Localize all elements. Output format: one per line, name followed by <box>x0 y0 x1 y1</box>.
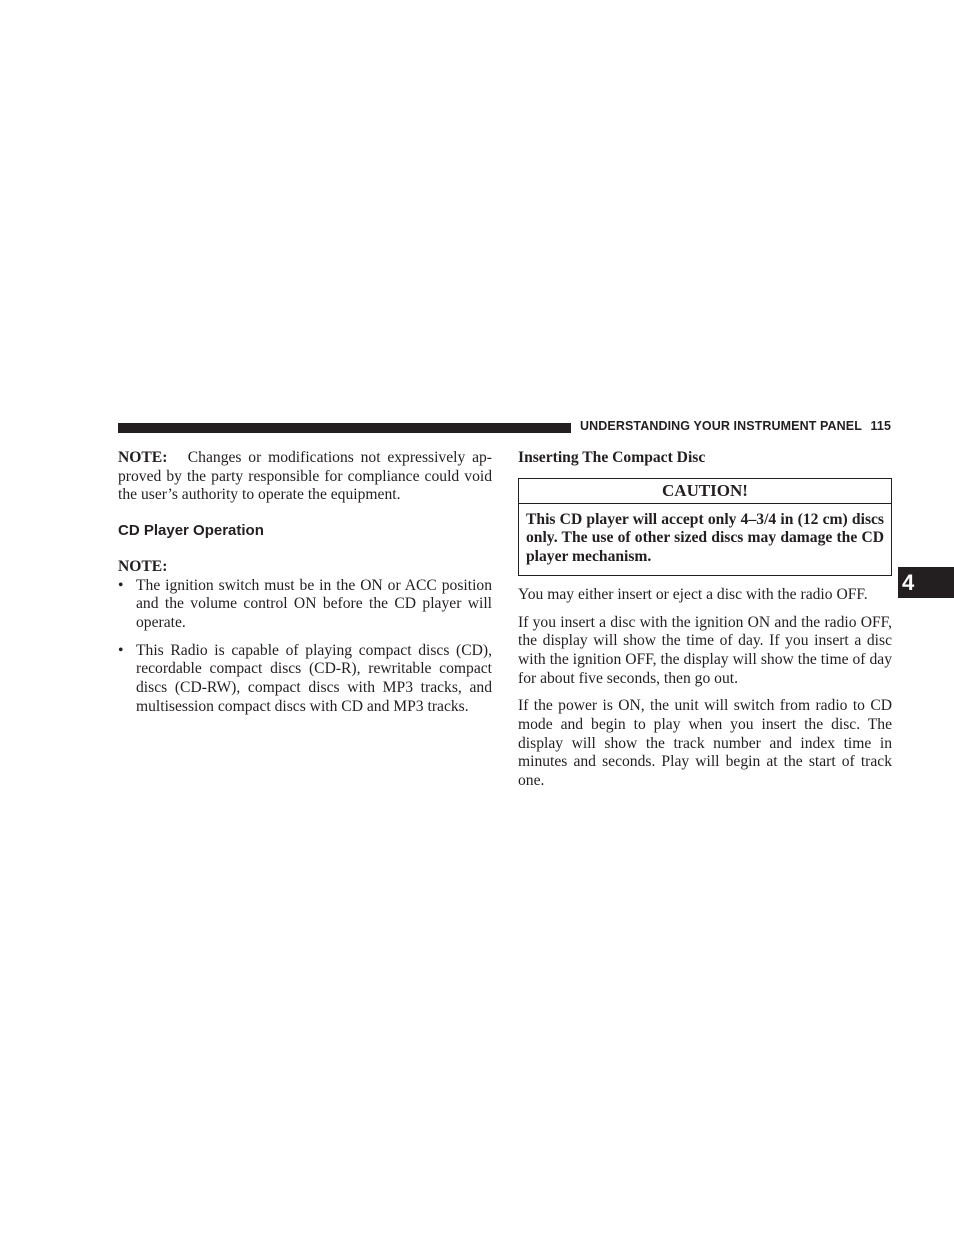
section-heading: CD Player Operation <box>118 522 264 540</box>
caution-title: CAUTION! <box>519 479 891 504</box>
running-header <box>580 419 891 433</box>
caution-box <box>518 478 892 576</box>
body-paragraph: You may either insert or eject a disc with the radio OFF. <box>518 585 868 603</box>
body-paragraph: If you insert a disc with the ignition ON and the radio OFF, the display will show the time of day. If you insert a disc with the ignition OFF, the display will show the time of day for about five seconds, then go out. <box>518 613 892 687</box>
note-label-2: NOTE: <box>118 557 168 575</box>
body-paragraph: If the power is ON, the unit will switch from radio to CD mode and begin to play when you insert the disc. The display will show the track number and index time in minutes and seconds. Play will begin at the start of track one. <box>518 697 892 790</box>
note-label: NOTE: <box>118 449 168 466</box>
section-title: UNDERSTANDING YOUR INSTRUMENT PANEL <box>580 419 862 433</box>
page-number: 115 <box>870 419 891 433</box>
left-column <box>118 449 492 716</box>
list-item-text: The ignition switch must be in the ON or ACC position and the volume control ON before the CD player will operate. <box>136 576 492 631</box>
note-text: Changes or modifications not expressively ap-proved by the party responsible for compliance could void the user’s authority to operate the equipment. <box>118 449 492 504</box>
list-item: • This Radio is capable of playing compact discs (CD), recordable compact discs (CD-R), rewritable compact discs (CD-RW), compact discs with MP3 tracks, and multisession compact discs with CD and MP3 tracks. <box>118 641 492 715</box>
list-item-text: This Radio is capable of playing compact discs (CD), recordable compact discs (CD-R), rewritable compact discs (CD-RW), compact discs with MP3 tracks, and multisession compact discs with CD and MP3 tracks. <box>136 641 492 715</box>
subsection-heading: Inserting The Compact Disc <box>518 449 706 466</box>
header-rule <box>118 423 571 433</box>
right-column <box>518 449 892 791</box>
list-item: • The ignition switch must be in the ON or ACC position and the volume control ON before the CD player will operate. <box>118 576 492 631</box>
chapter-tab: 4 <box>898 567 954 598</box>
caution-text: This CD player will accept only 4–3/4 in (12 cm) discs only. The use of other sized discs may damage the CD player mechanism. <box>526 510 884 566</box>
note-bullet-list <box>118 577 492 717</box>
note-paragraph <box>118 449 492 505</box>
